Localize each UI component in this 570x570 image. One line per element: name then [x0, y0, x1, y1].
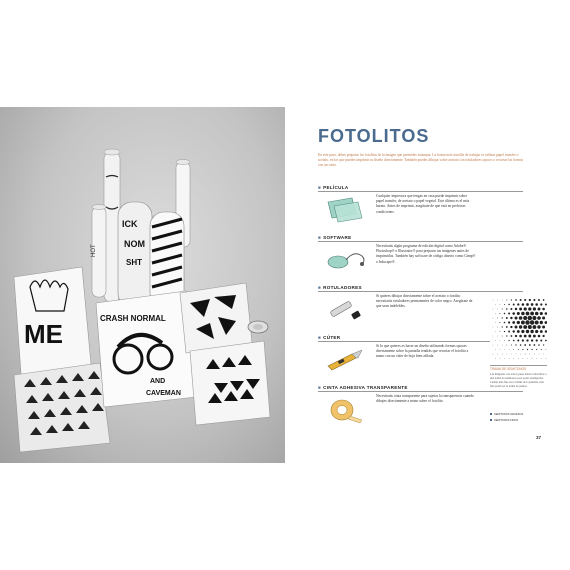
section-heading: CÚTER	[323, 335, 341, 340]
section-text: Cualquier impresora que tengas en casa puede imprimir sobre papel transfer, de acetato o papel vegetal. Este último es el más barato. Antes de imprimir, asegúrate de que está en perfectas condiciones.	[376, 194, 470, 214]
drawing-sheet	[96, 291, 196, 407]
sidebar-caption: SEMITONOS FINOS	[490, 419, 518, 422]
section-text: Necesitarás cinta transparente para sujetar la transparencia cuando dibujes directamente a mano sobre el fotolito.	[376, 394, 474, 404]
rolled-tube	[118, 202, 152, 307]
section-rotuladores: ■ ROTULADORES Si quieres dibujar directamente sobre el acetato o fotolito necesitarás rotuladores permanentes de color negro. Asegúrate de que sean indelebles.	[318, 285, 523, 292]
section-heading: SOFTWARE	[323, 235, 352, 240]
section-heading: PELÍCULA	[323, 185, 349, 190]
film-sheets-icon	[324, 194, 366, 224]
section-text: Necesitarás algún programa de edición digital como Adobe® Photoshop® o Illustrator® para preparar tus imágenes antes de imprimirlas. También hay software de código abierto como Gimp® o Inkscape®.	[376, 244, 476, 264]
svg-text:AND: AND	[150, 378, 166, 385]
rolled-tube	[91, 205, 106, 298]
svg-text:ICK: ICK	[122, 219, 138, 229]
rolled-tube	[104, 149, 120, 302]
right-page	[285, 107, 570, 463]
marker-pen-icon	[324, 294, 366, 324]
page-number: 37	[536, 435, 542, 440]
tape-roll-icon	[324, 394, 366, 424]
svg-text:CAVEMAN: CAVEMAN	[146, 390, 181, 397]
section-text: Si lo que quieres es hacer un diseño utilizando formas opacas directamente sobre la pantalla tendrás que recortar el fotolito a mano con un cúter de hoja bien afilada.	[376, 344, 469, 359]
intro-paragraph: En este paso, debes preparar los fotolitos de la imagen que pretendes estampar. La forma más sencilla de trabajar es utilizar papel transfer o acetato, en los que puedes imprimir tu diseño directamente. También puedes dibujar sobre acetato con rotuladores opacos o recortar las formas con un cúter.	[318, 153, 524, 167]
svg-text:NOM: NOM	[124, 239, 145, 249]
book-spread	[0, 107, 570, 463]
section-text: Si quieres dibujar directamente sobre el acetato o fotolito necesitarás rotuladores permanentes de color negro. Asegúrate de que sean indelebles.	[376, 294, 473, 309]
svg-text:ME: ME	[24, 319, 63, 349]
section-software: ■ SOFTWARE Necesitarás algún programa de edición digital como Adobe® Photoshop® o Illustrator® para preparar tus imágenes antes de imprimirlas. También hay software de código abierto como Gimp® o Inkscape®.	[318, 235, 523, 242]
section-pelicula: ■ PELÍCULA Cualquier impresora que tengas en casa puede imprimir sobre papel transfer, de acetato o papel vegetal. Este último es el más barato. Antes de imprimir, asegúrate de que está en perfectas condiciones.	[318, 185, 523, 192]
svg-text:SHT: SHT	[126, 258, 142, 267]
section-cinta-adhesiva: ■ CINTA ADHESIVA TRANSPARENTE Necesitarás cinta transparente para sujetar la transparencia cuando dibujes directamente a mano sobre el fotolito.	[318, 385, 523, 392]
computer-mouse-icon	[324, 244, 366, 274]
page-title: FOTOLITOS	[318, 126, 430, 146]
svg-text:CRASH NORMAL: CRASH NORMAL	[100, 314, 166, 323]
utility-knife-icon	[324, 344, 366, 374]
fotolitos-photo	[0, 107, 285, 463]
section-cuter: ■ CÚTER Si lo que quieres es hacer un diseño utilizando formas opacas directamente sobre la pantalla tendrás que recortar el fotolito a mano con un cúter de hoja bien afilada.	[318, 335, 523, 342]
sidebar-divider	[490, 365, 547, 366]
triangle-grid-sheet	[190, 341, 270, 425]
halftone-sample-image	[490, 297, 547, 361]
section-heading: CINTA ADHESIVA TRANSPARENTE	[323, 385, 408, 390]
triangle-pattern-sheet	[14, 363, 110, 452]
sidebar-caption: SEMITONOS GRUESOS	[490, 413, 523, 416]
svg-text:HOT: HOT	[91, 244, 97, 257]
tape-roll	[248, 321, 268, 333]
geometric-sheet	[180, 283, 252, 353]
sidebar-text: Las imágenes con tonos grises deben convertirse a una trama de semitonos para poder estamparlas. Cuanto más fino sea el tamiz de la pantalla, más fina podrá ser la trama de puntos.	[490, 373, 547, 388]
sidebar-title: TRAMA DE SEMITONOS	[490, 367, 527, 371]
section-heading: ROTULADORES	[323, 285, 362, 290]
